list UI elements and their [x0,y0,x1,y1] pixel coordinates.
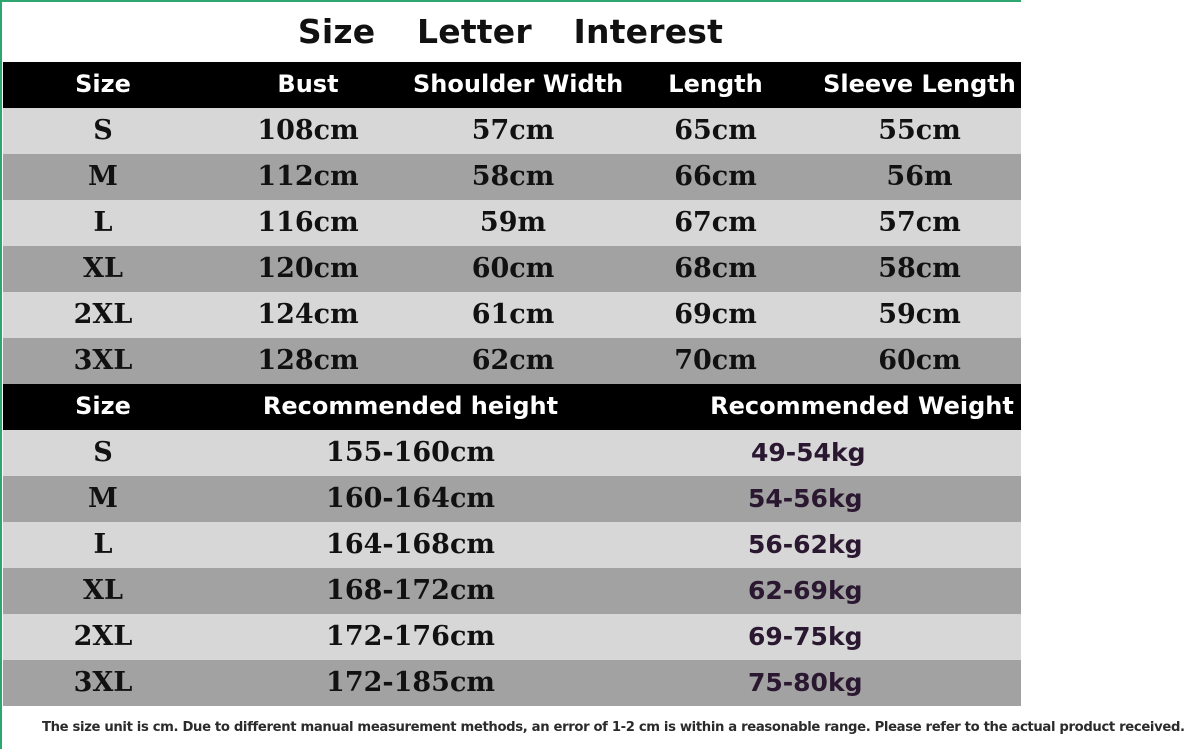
bust-cell: 128cm [257,345,359,376]
shoulder-cell: 57cm [471,115,555,146]
header-bust: Bust [277,70,339,98]
table-row [3,522,1021,568]
bust-cell: 112cm [257,161,359,192]
weight-cell: 54-56kg [748,484,863,513]
header-recommended-weight: Recommended Weight [710,392,1014,420]
size-cell: M [88,161,118,192]
size-cell: S [93,437,113,468]
footnote: The size unit is cm. Due to different manual measurement methods, an error of 1-2 cm is within a reasonable range. Please refer to the actual product received. [42,720,1185,735]
length-cell: 68cm [674,253,757,284]
table-row [3,154,1021,200]
weight-cell: 56-62kg [748,530,863,559]
size-cell: 3XL [73,667,133,698]
weight-cell: 69-75kg [748,622,863,651]
header-recommended-height: Recommended height [262,392,559,420]
shoulder-cell: 58cm [471,161,555,192]
header-length: Length [668,70,763,98]
table-row [3,200,1021,246]
size-cell: L [93,529,113,560]
weight-cell: 75-80kg [748,668,863,697]
table-row [3,108,1021,154]
size-table-header [3,62,1021,108]
sleeve-cell: 60cm [878,345,961,376]
size-cell: 3XL [73,345,133,376]
height-cell: 172-176cm [326,621,495,652]
table-row [3,660,1021,706]
length-cell: 70cm [674,345,757,376]
size-cell: M [88,483,118,514]
height-cell: 168-172cm [326,575,495,606]
length-cell: 65cm [674,115,757,146]
table-row [3,614,1021,660]
shoulder-cell: 62cm [471,345,555,376]
shoulder-cell: 59m [479,207,547,238]
height-cell: 172-185cm [326,667,495,698]
size-cell: XL [83,575,123,606]
table-row [3,246,1021,292]
height-cell: 164-168cm [326,529,495,560]
length-cell: 69cm [674,299,757,330]
sleeve-cell: 56m [886,161,953,192]
page-title: Size Letter Interest [297,12,724,51]
size-cell: L [93,207,113,238]
height-cell: 155-160cm [326,437,495,468]
table-row [3,568,1021,614]
height-cell: 160-164cm [326,483,495,514]
length-cell: 66cm [674,161,757,192]
length-cell: 67cm [674,207,757,238]
shoulder-cell: 61cm [471,299,555,330]
header-size: Size [75,392,131,420]
sleeve-cell: 55cm [878,115,961,146]
sleeve-cell: 58cm [878,253,961,284]
header-sleeve-length: Sleeve Length [823,70,1016,98]
shoulder-cell: 60cm [471,253,555,284]
size-cell: 2XL [73,621,133,652]
table-row [3,476,1021,522]
size-cell: 2XL [73,299,133,330]
size-cell: XL [83,253,123,284]
weight-cell: 62-69kg [748,576,863,605]
recommendation-table-header [3,384,1021,430]
weight-cell: 49-54kg [751,438,866,467]
bust-cell: 116cm [257,207,359,238]
sleeve-cell: 57cm [878,207,961,238]
bust-cell: 124cm [257,299,359,330]
table-row [3,292,1021,338]
bust-cell: 108cm [257,115,359,146]
sleeve-cell: 59cm [878,299,961,330]
bust-cell: 120cm [257,253,359,284]
header-size: Size [75,70,131,98]
size-cell: S [93,115,113,146]
header-shoulder-width: Shoulder Width [413,70,624,98]
table-row [3,338,1021,384]
table-row [3,430,1021,476]
